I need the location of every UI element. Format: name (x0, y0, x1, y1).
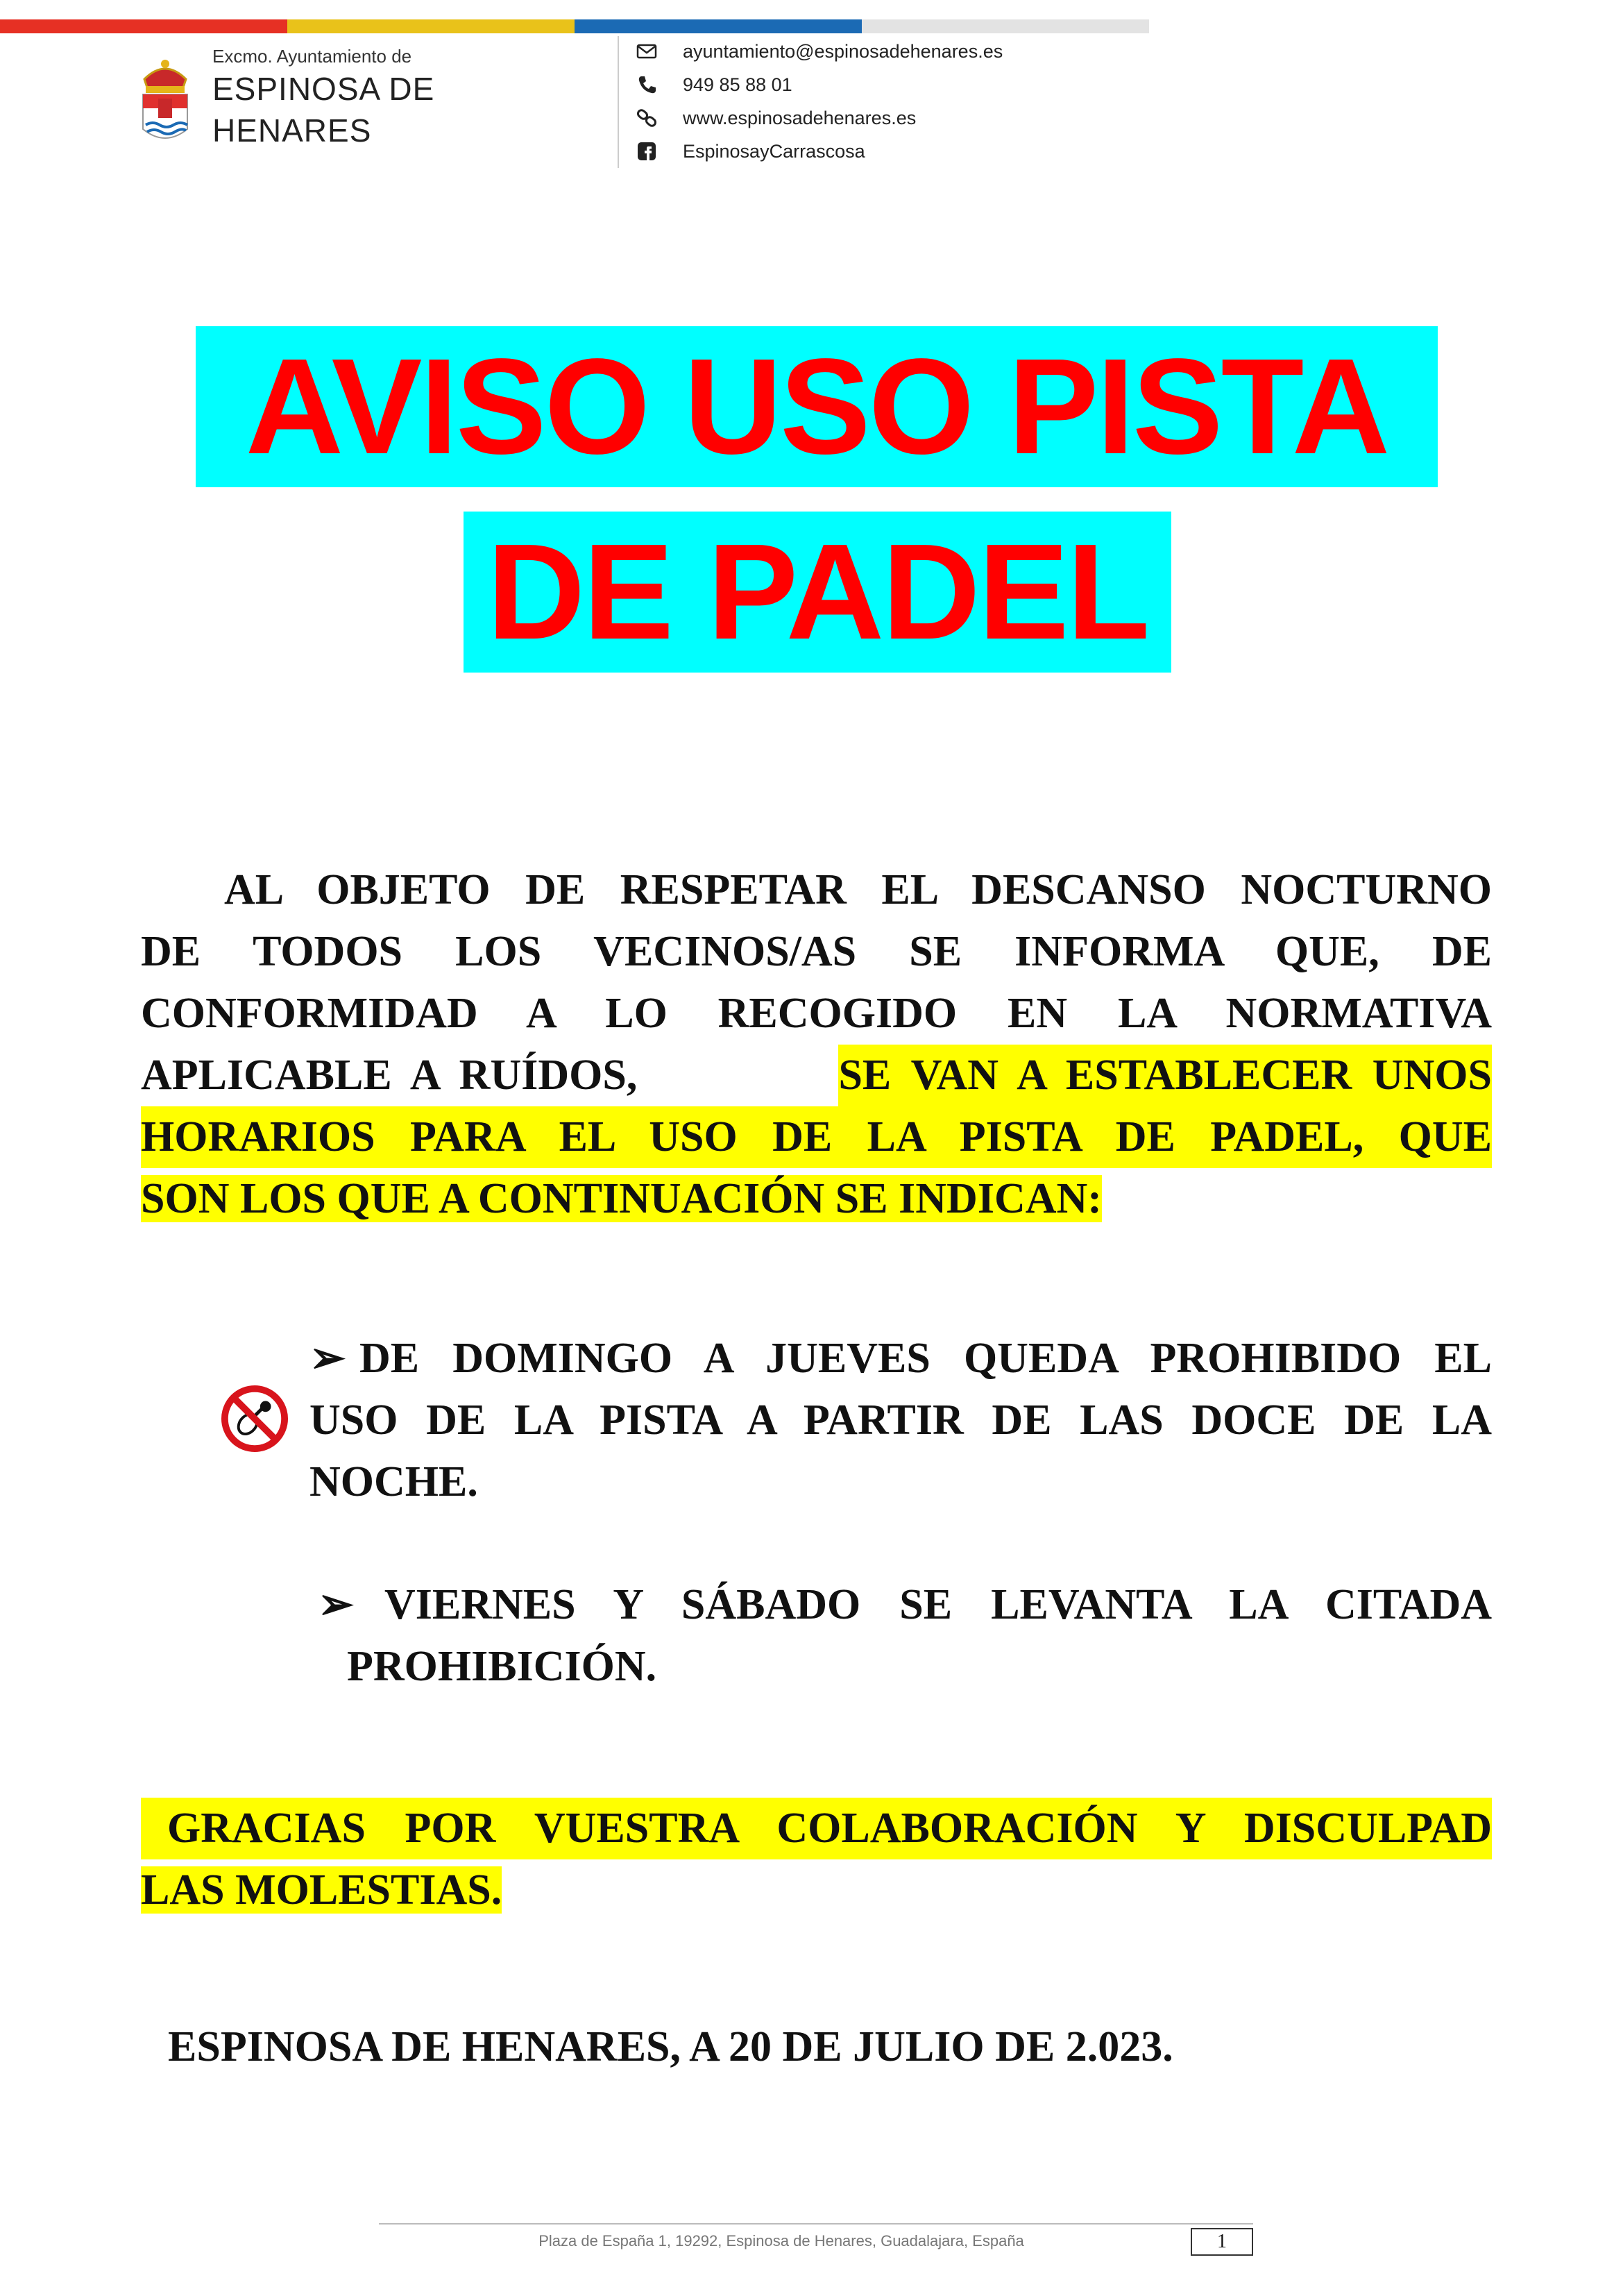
color-bar-yellow (287, 19, 575, 33)
facebook-icon (636, 140, 658, 162)
paragraph-line-text: AL OBJETO DE RESPETAR EL DESCANSO NOCTURNO (224, 866, 1492, 913)
paragraph-line: CONFORMIDAD A LO RECOGIDO EN LA NORMATIVA (141, 990, 1492, 1037)
contact-website-text: www.espinosadehenares.es (683, 107, 917, 128)
paragraph-line-highlight (141, 1106, 1492, 1168)
contact-email[interactable] (636, 35, 1003, 68)
highlight-text: HORARIOS PARA EL USO DE LA PISTA DE PADEL, QUE (141, 1106, 1492, 1168)
notice-paragraph (141, 859, 1492, 1230)
notice-title-line1: AVISO USO PISTA (196, 326, 1438, 487)
no-padel-icon (221, 1385, 289, 1453)
town-name-line1: ESPINOSA DE (212, 71, 435, 107)
bullet-arrow-icon: ➢ (318, 1581, 354, 1628)
paragraph-line (141, 1045, 1492, 1106)
highlight-text: SON LOS QUE A CONTINUACIÓN SE INDICAN: (141, 1175, 1102, 1222)
bullet-weekend-rule (318, 1574, 1492, 1698)
date-line: ESPINOSA DE HENARES, A 20 DE JULIO DE 2.023. (168, 2023, 1173, 2070)
footer-address: Plaza de España 1, 19292, Espinosa de Henares, Guadalajara, España (538, 2232, 1024, 2249)
notice-title-line2: DE PADEL (464, 512, 1171, 673)
bullet-weekday-rule (309, 1328, 1492, 1513)
thanks-line (141, 1798, 1492, 1859)
bullet-text: DE DOMINGO A JUEVES QUEDA PROHIBIDO EL (359, 1335, 1492, 1382)
bullet-line: USO DE LA PISTA A PARTIR DE LAS DOCE DE LA (309, 1396, 1492, 1444)
bullet-line: PROHIBICIÓN. (347, 1643, 657, 1690)
paragraph-line: DE TODOS LOS VECINOS/AS SE INFORMA QUE, DE (141, 928, 1492, 975)
bullet-text: VIERNES Y SÁBADO SE LEVANTA LA CITADA (384, 1581, 1492, 1628)
footer-divider (379, 2223, 1253, 2225)
contact-list (636, 35, 1003, 168)
contact-facebook-text: EspinosayCarrascosa (683, 140, 865, 162)
contact-email-text: ayuntamiento@espinosadehenares.es (683, 40, 1003, 62)
bullet-arrow-icon: ➢ (309, 1335, 346, 1382)
envelope-icon (636, 40, 658, 62)
header-color-bar (0, 19, 1149, 33)
color-bar-red (0, 19, 287, 33)
header-divider (618, 36, 619, 168)
bullet-line: NOCHE. (309, 1458, 478, 1505)
phone-icon (636, 74, 658, 96)
color-bar-grey (862, 19, 1149, 33)
thanks-line (141, 1859, 1492, 1921)
paragraph-line-highlight: SE VAN A ESTABLECER UNOS (838, 1045, 1492, 1106)
thanks-message (141, 1798, 1492, 1921)
town-name-line2: HENARES (212, 112, 372, 149)
paragraph-line-plain: APLICABLE A RUÍDOS, (141, 1052, 638, 1099)
coat-of-arms-logo (137, 53, 193, 150)
bullet-line (318, 1574, 1492, 1636)
contact-phone[interactable] (636, 68, 1003, 101)
bullet-line (309, 1328, 1492, 1390)
paragraph-line (141, 1168, 1492, 1230)
ayuntamiento-label: Excmo. Ayuntamiento de (212, 46, 412, 67)
contact-facebook[interactable] (636, 135, 1003, 168)
page-number: 1 (1191, 2228, 1253, 2256)
contact-phone-text: 949 85 88 01 (683, 74, 792, 95)
town-name (212, 68, 434, 151)
thanks-text: LAS MOLESTIAS. (141, 1866, 502, 1914)
contact-website[interactable] (636, 101, 1003, 135)
thanks-text: GRACIAS POR VUESTRA COLABORACIÓN Y DISCULPAD (167, 1805, 1492, 1852)
paragraph-line (141, 859, 1492, 921)
link-icon (636, 107, 658, 129)
color-bar-blue (575, 19, 862, 33)
